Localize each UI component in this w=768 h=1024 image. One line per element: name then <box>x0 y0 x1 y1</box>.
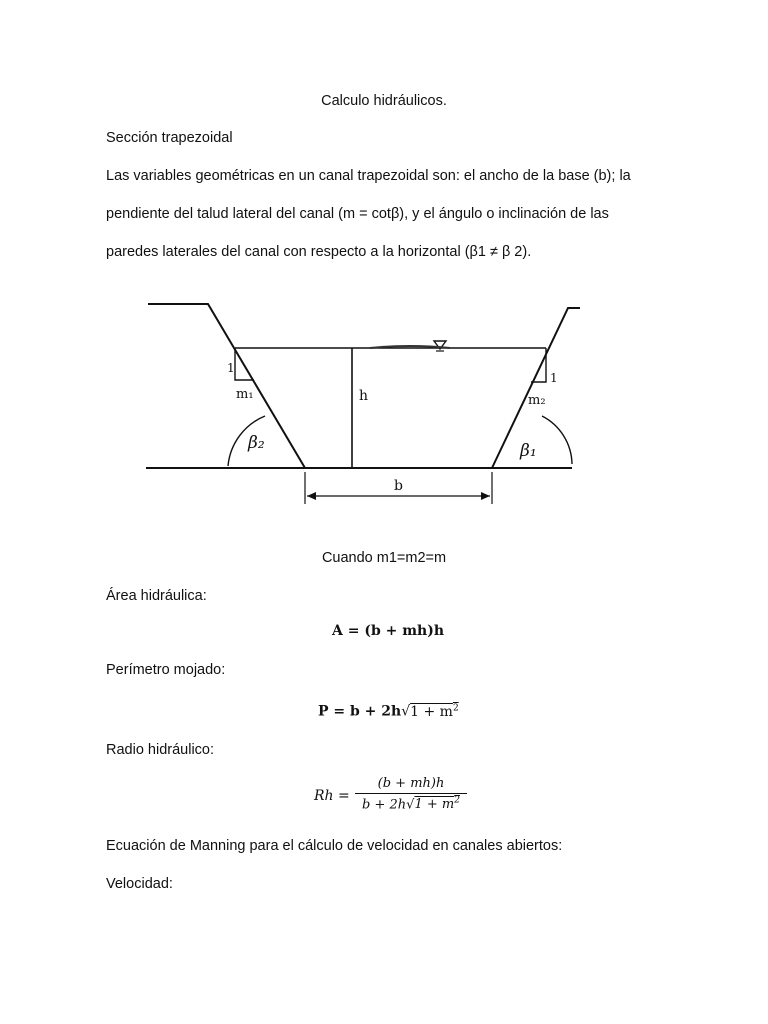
radius-formula-fraction <box>352 776 470 812</box>
condition-text: Cuando m1=m2=m <box>321 550 447 566</box>
area-formula: A = (b + mh)h <box>332 623 445 639</box>
label-beta1: β₁ <box>520 441 537 461</box>
section-heading: Sección trapezoidal <box>106 130 233 146</box>
velocity-label: Velocidad: <box>106 876 173 892</box>
radius-numerator: (b + mh)h <box>377 776 445 791</box>
document-title: Calculo hidráulicos. <box>321 93 447 109</box>
right-slope-triangle <box>531 348 546 382</box>
trapezoidal-channel-figure <box>140 296 580 516</box>
radius-label: Radio hidráulico: <box>106 742 215 758</box>
intro-line-3: paredes laterales del canal con respecto a la horizontal (β1 ≠ β 2). <box>106 244 532 260</box>
radius-denominator-lhs: b + 2h <box>362 797 407 813</box>
radius-denominator-radicand: 1 + m <box>414 797 455 813</box>
radius-denominator <box>352 794 470 812</box>
perimeter-formula <box>318 703 459 720</box>
perimeter-label: Perímetro mojado: <box>106 662 226 678</box>
perimeter-formula-exponent: 2 <box>452 703 459 713</box>
label-b: b <box>394 478 403 494</box>
intro-line-1: Las variables geométricas en un canal trapezoidal son: el ancho de la base (b); la <box>106 168 631 184</box>
perimeter-formula-radicand: 1 + m <box>410 703 453 720</box>
label-m1: m₁ <box>236 387 254 402</box>
manning-label: Ecuación de Manning para el cálculo de velocidad en canales abiertos: <box>106 838 563 854</box>
sqrt-symbol: √ <box>401 703 411 720</box>
right-angle-arc <box>542 416 572 464</box>
intro-line-2: pendiente del talud lateral del canal (m = cotβ), y el ángulo o inclinación de las <box>106 206 609 222</box>
label-one-right: 1 <box>550 371 558 385</box>
label-m2: m₂ <box>528 393 546 408</box>
label-h: h <box>359 388 369 404</box>
radius-formula-lhs: Rh = <box>314 788 350 804</box>
perimeter-formula-lhs: P = b + 2h <box>318 703 402 720</box>
radius-denominator-exponent: 2 <box>454 796 460 806</box>
label-one-left: 1 <box>227 361 235 375</box>
left-bank-line <box>148 304 305 468</box>
sqrt-symbol: √ <box>406 797 415 813</box>
label-beta2: β₂ <box>248 433 265 453</box>
area-label: Área hidráulica: <box>106 588 207 604</box>
